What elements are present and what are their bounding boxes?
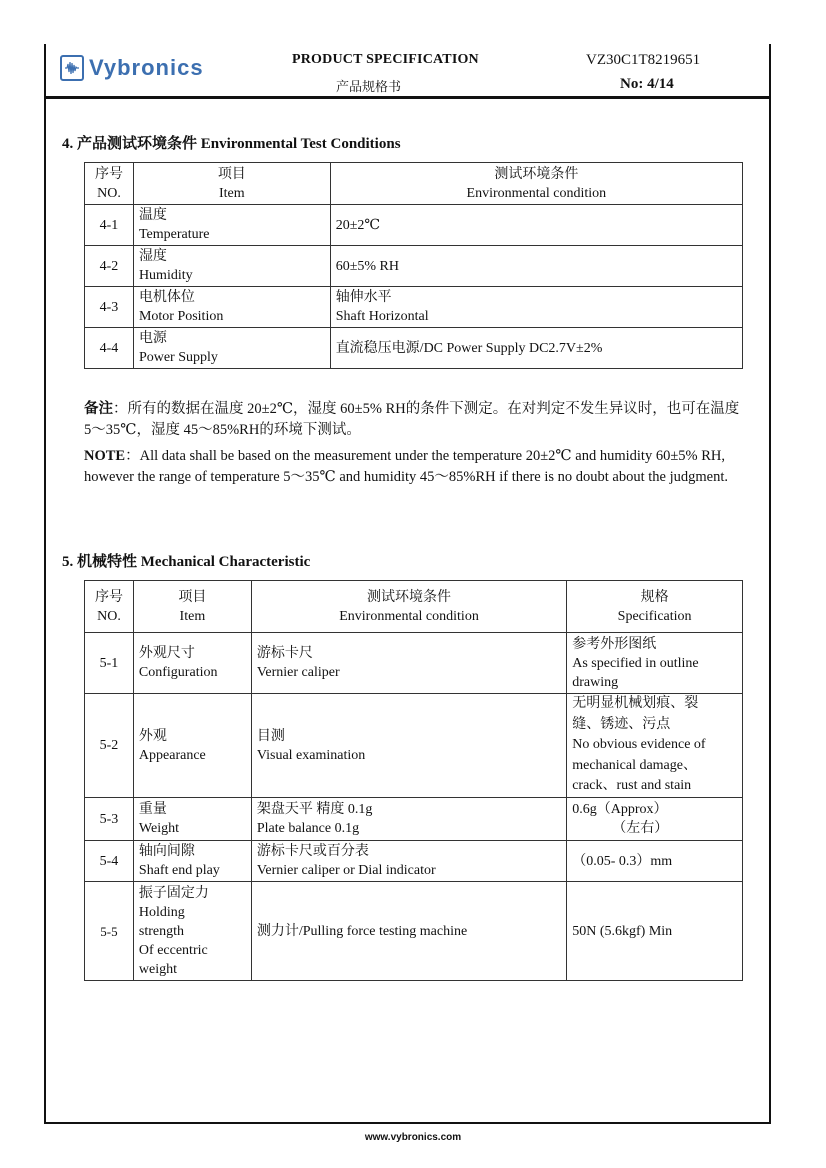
item-line: Holding: [138, 904, 185, 920]
row-no: 5-3: [85, 798, 134, 841]
table-header-row: [85, 163, 743, 205]
note-en-label: NOTE: [84, 448, 126, 464]
note-cn-text: ：所有的数据在温度 20±2℃，湿度 60±5% RH的条件下测定。在对判定不发生异议时，也可在温度 5～35℃，湿度 45～85%RH的环境下测试。: [84, 401, 740, 438]
col-item-cn: 项目: [178, 589, 207, 605]
item-en: Power Supply: [138, 350, 218, 365]
col-no-en: NO.: [97, 185, 121, 201]
row-spec: [567, 633, 743, 694]
page-number: No: 4/14: [620, 76, 674, 92]
row-item: [133, 694, 251, 798]
row-item: [133, 328, 330, 369]
condition-cn: 轴伸水平: [335, 290, 392, 305]
condition-line: 架盘天平 精度 0.1g: [256, 802, 373, 817]
doc-code: VZ30C1T8219651: [586, 52, 701, 68]
item-line: 外观: [138, 728, 167, 744]
table-row: [85, 633, 743, 694]
item-en: Motor Position: [138, 309, 224, 324]
col-spec-header: [567, 581, 743, 633]
spec-line: crack、rust and stain: [572, 778, 692, 794]
item-cn: 电机体位: [138, 290, 195, 305]
row-condition: [251, 841, 566, 882]
row-item: [133, 798, 251, 841]
row-condition: 直流稳压电源/DC Power Supply DC2.7V±2%: [330, 328, 742, 369]
col-no-header: [85, 163, 134, 205]
col-cond-en: Environmental condition: [339, 608, 479, 624]
col-cond-header: [251, 581, 566, 633]
item-line: Appearance: [138, 747, 206, 763]
header-rule: [44, 96, 771, 99]
environment-table: [84, 162, 743, 369]
spec-line: drawing: [572, 674, 619, 690]
spec-line: 缝、锈迹、污点: [572, 716, 671, 732]
spec-line: （左右）: [612, 821, 669, 836]
row-condition: 20±2℃: [330, 205, 742, 246]
item-line: Configuration: [138, 665, 218, 680]
condition-line: Vernier caliper: [256, 665, 340, 680]
col-cond-header: [330, 163, 742, 205]
col-cond-en: Environmental condition: [466, 185, 607, 201]
col-item-en: Item: [218, 185, 245, 201]
item-line: 重量: [138, 802, 167, 817]
row-no: 4-4: [85, 328, 134, 369]
row-spec: （0.05- 0.3）mm: [567, 841, 743, 882]
row-spec: [567, 694, 743, 798]
item-line: 振子固定力: [138, 885, 209, 901]
spec-line: 无明显机械划痕、裂: [572, 696, 699, 712]
doc-title: PRODUCT SPECIFICATION: [292, 52, 479, 67]
table-row: [85, 798, 743, 841]
row-condition: [251, 633, 566, 694]
company-logo: [60, 55, 204, 81]
table-row: [85, 882, 743, 981]
condition-line: 游标卡尺: [256, 646, 313, 661]
note-cn: [84, 399, 748, 441]
item-cn: 电源: [138, 331, 167, 346]
logo-text: Vybronics: [89, 55, 204, 80]
spec-line: As specified in outline: [572, 655, 699, 671]
table-row: [85, 205, 743, 246]
condition-line: Visual examination: [256, 747, 366, 763]
waveform-icon: [60, 55, 84, 81]
item-cn: 湿度: [138, 249, 167, 264]
col-cond-cn: 测试环境条件: [494, 166, 579, 182]
table-header-row: [85, 581, 743, 633]
table-row: [85, 694, 743, 798]
row-item: [133, 633, 251, 694]
doc-subtitle: 产品规格书: [336, 79, 402, 94]
col-no-cn: 序号: [94, 589, 123, 605]
col-item-header: [133, 163, 330, 205]
row-no: 5-2: [85, 694, 134, 798]
row-no: 5-5: [85, 882, 134, 981]
item-line: 外观尺寸: [138, 646, 195, 661]
row-condition: 测力计/Pulling force testing machine: [251, 882, 566, 981]
row-no: 4-3: [85, 287, 134, 328]
row-spec: [567, 798, 743, 841]
row-no: 4-2: [85, 246, 134, 287]
row-condition: [251, 694, 566, 798]
spec-line: 参考外形图纸: [572, 636, 657, 652]
col-item-header: [133, 581, 251, 633]
item-line: Weight: [138, 821, 180, 836]
row-condition: [251, 798, 566, 841]
item-cn: 温度: [138, 208, 167, 223]
row-item: [133, 287, 330, 328]
spec-line: No obvious evidence of: [572, 737, 706, 753]
condition-line: Plate balance 0.1g: [256, 821, 360, 836]
row-item: [133, 841, 251, 882]
col-spec-cn: 规格: [640, 589, 669, 605]
col-cond-cn: 测试环境条件: [367, 589, 452, 605]
col-spec-en: Specification: [617, 608, 692, 624]
note-en: [84, 446, 748, 488]
condition-line: 游标卡尺或百分表: [256, 844, 369, 859]
mechanical-table: [84, 580, 743, 981]
row-condition: 60±5% RH: [330, 246, 742, 287]
table-row: [85, 328, 743, 369]
item-en: Humidity: [138, 268, 193, 283]
col-no-cn: 序号: [94, 166, 123, 182]
spec-line: mechanical damage、: [572, 757, 697, 773]
row-item: [133, 205, 330, 246]
row-no: 5-1: [85, 633, 134, 694]
section5-title: 5. 机械特性 Mechanical Characteristic: [62, 554, 311, 570]
item-line: weight: [138, 961, 178, 977]
item-line: 轴向间隙: [138, 844, 195, 859]
note-cn-label: 备注: [84, 401, 113, 417]
table-row: [85, 841, 743, 882]
row-no: 4-1: [85, 205, 134, 246]
section4-title: 4. 产品测试环境条件 Environmental Test Conditions: [62, 136, 401, 152]
footer-url: www.vybronics.com: [364, 1132, 462, 1143]
item-line: Shaft end play: [138, 863, 220, 878]
condition-en: Shaft Horizontal: [335, 309, 429, 324]
col-item-en: Item: [179, 608, 206, 624]
spec-line: 0.6g（Approx）: [572, 802, 668, 817]
condition-line: Vernier caliper or Dial indicator: [256, 863, 436, 878]
col-no-en: NO.: [97, 608, 121, 624]
item-line: strength: [138, 923, 185, 939]
col-no-header: [85, 581, 134, 633]
col-item-cn: 项目: [217, 166, 246, 182]
item-en: Temperature: [138, 227, 210, 242]
row-no: 5-4: [85, 841, 134, 882]
table-row: [85, 246, 743, 287]
condition-line: 目测: [256, 728, 285, 744]
row-item: [133, 246, 330, 287]
row-spec: 50N (5.6kgf) Min: [567, 882, 743, 981]
table-row: [85, 287, 743, 328]
row-item: [133, 882, 251, 981]
item-line: Of eccentric: [138, 942, 208, 958]
row-condition: [330, 287, 742, 328]
note-en-text: ：All data shall be based on the measurement under the temperature 20±2℃ and humidity 60±5% RH, however the range of temperature 5～35℃ and humidity 45～85%RH if there is no doubt about the judgment.: [84, 448, 729, 485]
